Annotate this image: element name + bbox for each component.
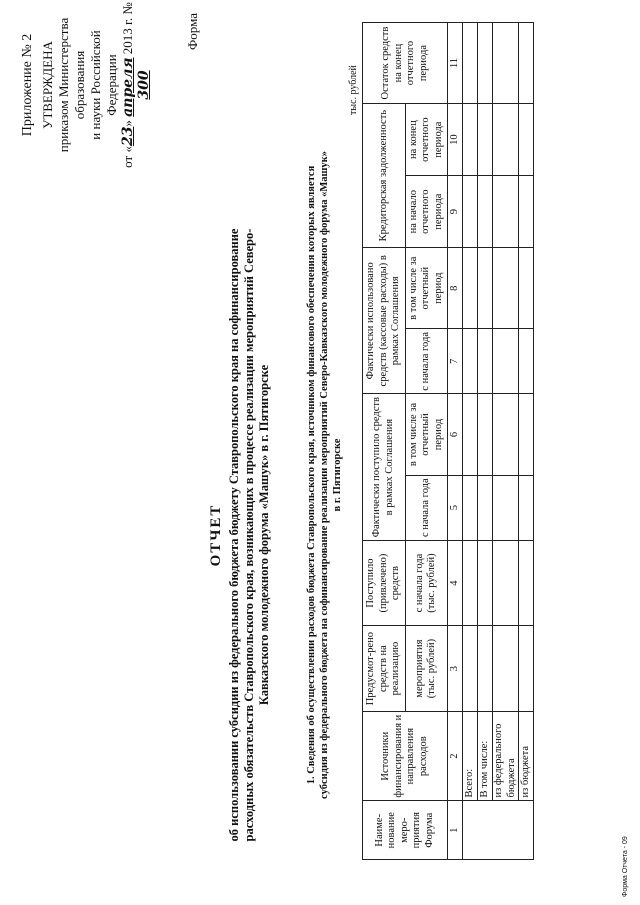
report-title (208, 225, 272, 845)
sub-received-period: в том числе за отчетный период (405, 394, 448, 475)
title-main: ОТЧЕТ (208, 503, 224, 567)
col-number: 2 (448, 711, 463, 801)
col-number: 1 (448, 801, 463, 860)
col-number: 11 (448, 23, 463, 104)
annex-number: Приложение № 2 (20, 33, 35, 137)
col-number: 8 (448, 248, 463, 329)
handwritten-month: апреля (120, 57, 136, 117)
col-planned-top: Предусмот-рено средств на реализацию (363, 626, 406, 712)
col-number: 6 (448, 394, 463, 475)
handwritten-number: 300 (136, 70, 152, 100)
col-number: 3 (448, 626, 463, 712)
group-credit-debt: Кредиторская задолженность (363, 104, 406, 248)
sub-credit-begin: на начало отчетного периода (405, 176, 448, 248)
table-row (493, 23, 519, 860)
col-number: 9 (448, 176, 463, 248)
col-planned-bottom: мероприятия (тыс. рублей) (405, 626, 448, 712)
row-label: из бюджета (519, 711, 534, 801)
col-received-top: Поступило (привлечено) средств (363, 540, 406, 626)
col-number: 4 (448, 540, 463, 626)
section-heading: 1. Сведения об осуществлении расходов бюджета Ставропольского края, источником финансового обеспечения которых является субсидия из федерального бюджета на софинансирование реализации мероприятий Северо-Кавказского молодежного форума «Машук» в г. Пятигорске (306, 151, 343, 799)
col-sources: Источники финансирования и направления расходов (363, 711, 448, 801)
approved-stamp-text: УТВЕРЖДЕНА (40, 41, 55, 129)
group-actually-used: Фактически использовано средств (кассовые расходы) в рамках Соглашения (363, 248, 406, 394)
handwritten-day: 23 (120, 126, 136, 147)
form-code: Форма Отчета - 09 (622, 836, 629, 897)
table-row (519, 23, 534, 860)
col-number: 5 (448, 475, 463, 540)
table-row (463, 23, 478, 860)
sub-used-period: в том числе за отчетный период (405, 248, 448, 329)
column-number-row (448, 23, 463, 860)
table-row (478, 23, 493, 860)
row-label: В том числе: (478, 711, 493, 801)
col-number: 10 (448, 104, 463, 176)
table-header-row-1 (363, 23, 406, 860)
forma-label: Форма (185, 13, 200, 50)
row-label: Всего: (463, 711, 478, 801)
col-event-name: Наиме-нование меро-приятия Форума (363, 801, 448, 860)
col-balance: Остаток средств на конец отчетного периода (363, 23, 448, 104)
col-received-bottom: с начала года (тыс. рублей) (405, 540, 448, 626)
sub-used-year: с начала года (405, 329, 448, 394)
approval-block (20, 0, 152, 170)
approval-date: от «23» апреля 2013 г. № 300 (120, 2, 152, 168)
event-name-cell (463, 801, 534, 860)
group-actually-received: Фактически поступило средств в рамках Соглашения (363, 394, 406, 540)
approval-line-2: и науки Российской Федерации (88, 30, 119, 140)
row-label: из федерального бюджета (493, 711, 519, 801)
sub-credit-end: на конец отчетного периода (405, 104, 448, 176)
approval-line-1: приказом Министерства образования (56, 17, 87, 153)
units-label: тыс. рублей (348, 65, 359, 115)
title-line-3: Кавказского молодежного форума «Машук» в г. Пятигорске (257, 364, 271, 706)
col-number: 7 (448, 329, 463, 394)
report-table (362, 22, 534, 860)
title-line-1: об использовании субсидии из федерального бюджета бюджету Ставропольского края на софинансирование (227, 228, 241, 842)
title-line-2: расходных обязательств Ставропольского края, возникающих в процессе реализации мероприятий Северо- (242, 228, 256, 842)
sub-received-year: с начала года (405, 475, 448, 540)
